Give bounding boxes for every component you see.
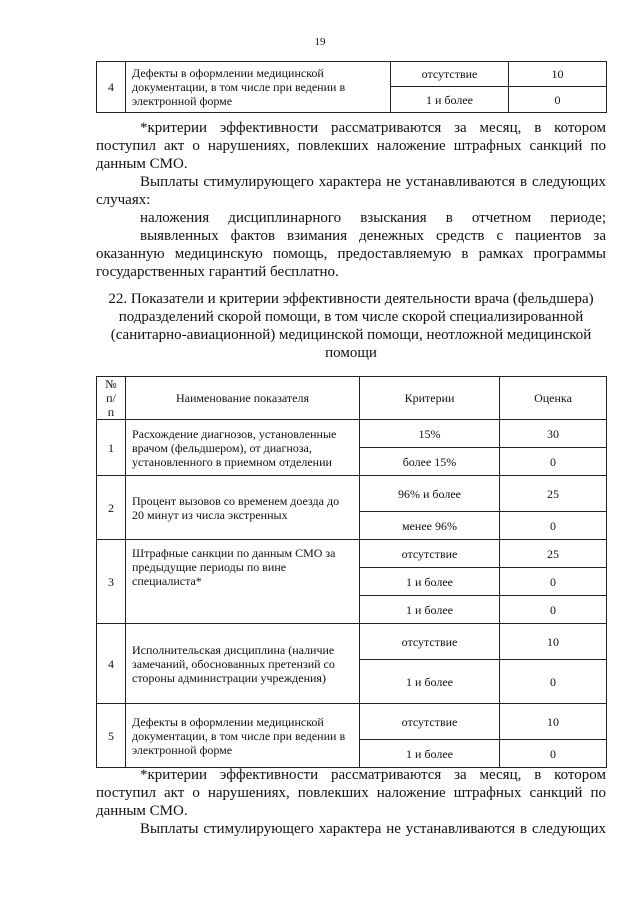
score-cell: 0 (509, 87, 607, 113)
criterion-cell: отсутствие (360, 704, 500, 740)
score-cell: 0 (500, 448, 607, 476)
row-number: 4 (97, 62, 126, 113)
exception-case-2: выявленных фактов взимания денежных средств с пациентов за оказанную медицинскую помощь, предоставляемую в рамках программы государственных гарантий бесплатно. (96, 228, 606, 280)
indicator-name: Дефекты в оформлении медицинской документации, в том числе при ведении в электронной форме (126, 62, 391, 113)
criterion-cell: отсутствие (360, 540, 500, 568)
indicator-name: Процент вызовов со временем доезда до 20 минут из числа экстренных (126, 476, 360, 540)
criterion-cell: 1 и более (360, 660, 500, 704)
criterion-cell: более 15% (360, 448, 500, 476)
payments-intro-paragraph: Выплаты стимулирующего характера не устанавливаются в следующих случаях: (96, 174, 606, 208)
row-number: 1 (97, 420, 126, 476)
row-number: 3 (97, 540, 126, 624)
footnote-paragraph-bottom: *критерии эффективности рассматриваются за месяц, в котором поступил акт о нарушениях, повлекших наложение штрафных санкций по данным СМО. (96, 767, 606, 819)
score-cell: 10 (509, 62, 607, 87)
score-cell: 25 (500, 540, 607, 568)
section-heading: 22. Показатели и критерии эффективности деятельности врача (фельдшера) подразделений скорой помощи, в том числе скорой специализированной (санитарно-авиационной) медицинской помощи, неотложной медицинской помощи (108, 291, 594, 361)
row-number: 5 (97, 704, 126, 768)
score-cell: 30 (500, 420, 607, 448)
criterion-cell: отсутствие (360, 624, 500, 660)
row-number: 2 (97, 476, 126, 540)
payments-intro-bottom: Выплаты стимулирующего характера не устанавливаются в следующих (140, 821, 606, 837)
header-criteria: Критерии (360, 377, 500, 420)
row-number: 4 (97, 624, 126, 704)
indicator-name: Дефекты в оформлении медицинской документации, в том числе при ведении в электронной форме (126, 704, 360, 768)
criterion-cell: 1 и более (360, 596, 500, 624)
score-cell: 10 (500, 624, 607, 660)
score-cell: 0 (500, 660, 607, 704)
indicators-table (96, 376, 607, 768)
score-cell: 10 (500, 704, 607, 740)
score-cell: 0 (500, 740, 607, 768)
score-cell: 0 (500, 568, 607, 596)
header-score: Оценка (500, 377, 607, 420)
page-number: 19 (314, 36, 326, 48)
criterion-cell: 96% и более (360, 476, 500, 512)
indicator-name: Расхождение диагнозов, установленные врачом (фельдшером), от диагноза, установленного в приемном отделении (126, 420, 360, 476)
indicator-name: Штрафные санкции по данным СМО за предыдущие периоды по вине специалиста* (126, 540, 360, 624)
criterion-cell: 1 и более (360, 740, 500, 768)
header-number: № п/п (97, 377, 126, 420)
footnote-paragraph: *критерии эффективности рассматриваются за месяц, в котором поступил акт о нарушениях, повлекших наложение штрафных санкций по данным СМО. (96, 120, 606, 172)
score-cell: 25 (500, 476, 607, 512)
indicator-name: Исполнительская дисциплина (наличие замечаний, обоснованных претензий со стороны администрации учреждения) (126, 624, 360, 704)
continued-criteria-table (96, 61, 607, 113)
score-cell: 0 (500, 512, 607, 540)
criterion-cell: 1 и более (360, 568, 500, 596)
score-cell: 0 (500, 596, 607, 624)
header-name: Наименование показателя (126, 377, 360, 420)
criterion-cell: 15% (360, 420, 500, 448)
exception-case-1: наложения дисциплинарного взыскания в отчетном периоде; (140, 210, 606, 226)
criterion-cell: 1 и более (391, 87, 509, 113)
criterion-cell: менее 96% (360, 512, 500, 540)
criterion-cell: отсутствие (391, 62, 509, 87)
